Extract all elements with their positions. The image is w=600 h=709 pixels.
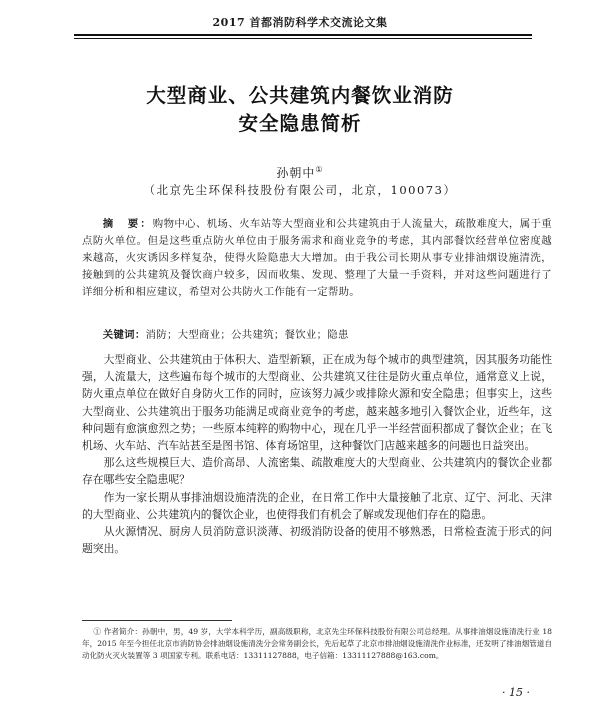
header-rule	[74, 34, 532, 36]
abstract-text: 购物中心、机场、火车站等大型商业和公共建筑由于人流量大，疏散难度大，属于重点防火单位。但是这些重点防火单位由于服务需求和商业竞争的考虑，其内部餐饮经营单位密度越来越高，火灾诱因多样复杂，使得火险隐患大大增加。由于我公司长期从事专业排油烟设施清洗，接触到的公共建筑及餐饮商户较多，因而收集、发现、整理了大量一手资料，并对这些问题进行了详细分析和相应建议，希望对公共防火工作能有一定帮助。	[82, 218, 553, 298]
header-rule-thin	[74, 38, 532, 39]
article-title-line-1: 大型商业、公共建筑内餐饮业消防	[146, 84, 454, 107]
page-number: · 15 ·	[502, 686, 530, 699]
author-footnote: ① 作者简介：孙朝中，男，49 岁，大学本科学历，副高级职称，北京先尘环保科技股份有限公司总经理。从事排油烟设施清洗行业 18 年，2015 年至今担任北京市消防协会排油烟设施清洗分会常务副会长，先后起草了北京市排油烟设施清洗作业标准，还发明了排油烟管道自动化防火灭火装置等 3 项国家专利。联系电话：13311127888，电子信箱：13311127888@163.com。	[82, 627, 552, 660]
body-paragraph-3: 作为一家长期从事排油烟设施清洗的企业，在日常工作中大量接触了北京、辽宁、河北、天津的大型商业、公共建筑内的餐饮企业，也使得我们有机会了解或发现他们存在的隐患。	[82, 490, 552, 521]
body-paragraph-4: 从火源情况、厨房人员消防意识淡薄、初级消防设备的使用不够熟悉，日常检查流于形式的问题突出。	[82, 525, 552, 556]
keywords-label: 关键词：	[102, 329, 146, 341]
author-line	[0, 164, 600, 181]
author-name: 孙朝中	[276, 166, 316, 180]
keywords	[82, 326, 552, 341]
body-paragraph-1: 大型商业、公共建筑由于体积大、造型新颖，正在成为每个城市的典型建筑，因其服务功能性强，人流量大，这些遍布每个城市的大型商业、公共建筑又往往是防火重点单位，通常意义上说，防火重点单位在做好自身防火工作的同时，应该努力减少或排除火源和安全隐患；但事实上，这些大型商业、公共建筑出于服务功能满足或商业竞争的考虑，越来越多地引入餐饮企业，近些年，这种问题有愈演愈烈之势；一些原本纯粹的购物中心，现在几乎一半经营面积都成了餐饮企业；在飞机场、火车站、汽车站甚至是图书馆、体育场馆里，这种餐饮门店越来越多的问题也日益突出。	[82, 353, 552, 453]
article-title-line-2: 安全隐患简析	[238, 112, 362, 135]
author-affiliation: （北京先尘环保科技股份有限公司，北京，100073）	[143, 183, 457, 197]
footnote-rule	[82, 620, 232, 621]
abstract-label: 摘 要：	[102, 218, 153, 230]
abstract	[82, 216, 552, 301]
body-text	[82, 351, 552, 557]
keywords-text: 消防；大型商业；公共建筑；餐饮业；隐患	[145, 329, 349, 341]
author-footnote-mark: ①	[315, 165, 324, 174]
running-header: 2017 首都消防科学术交流论文集	[212, 16, 388, 29]
body-paragraph-2: 那么这些规模巨大、造价高昂、人流密集、疏散难度大的大型商业、公共建筑内的餐饮企业都存在哪些安全隐患呢？	[82, 456, 552, 487]
